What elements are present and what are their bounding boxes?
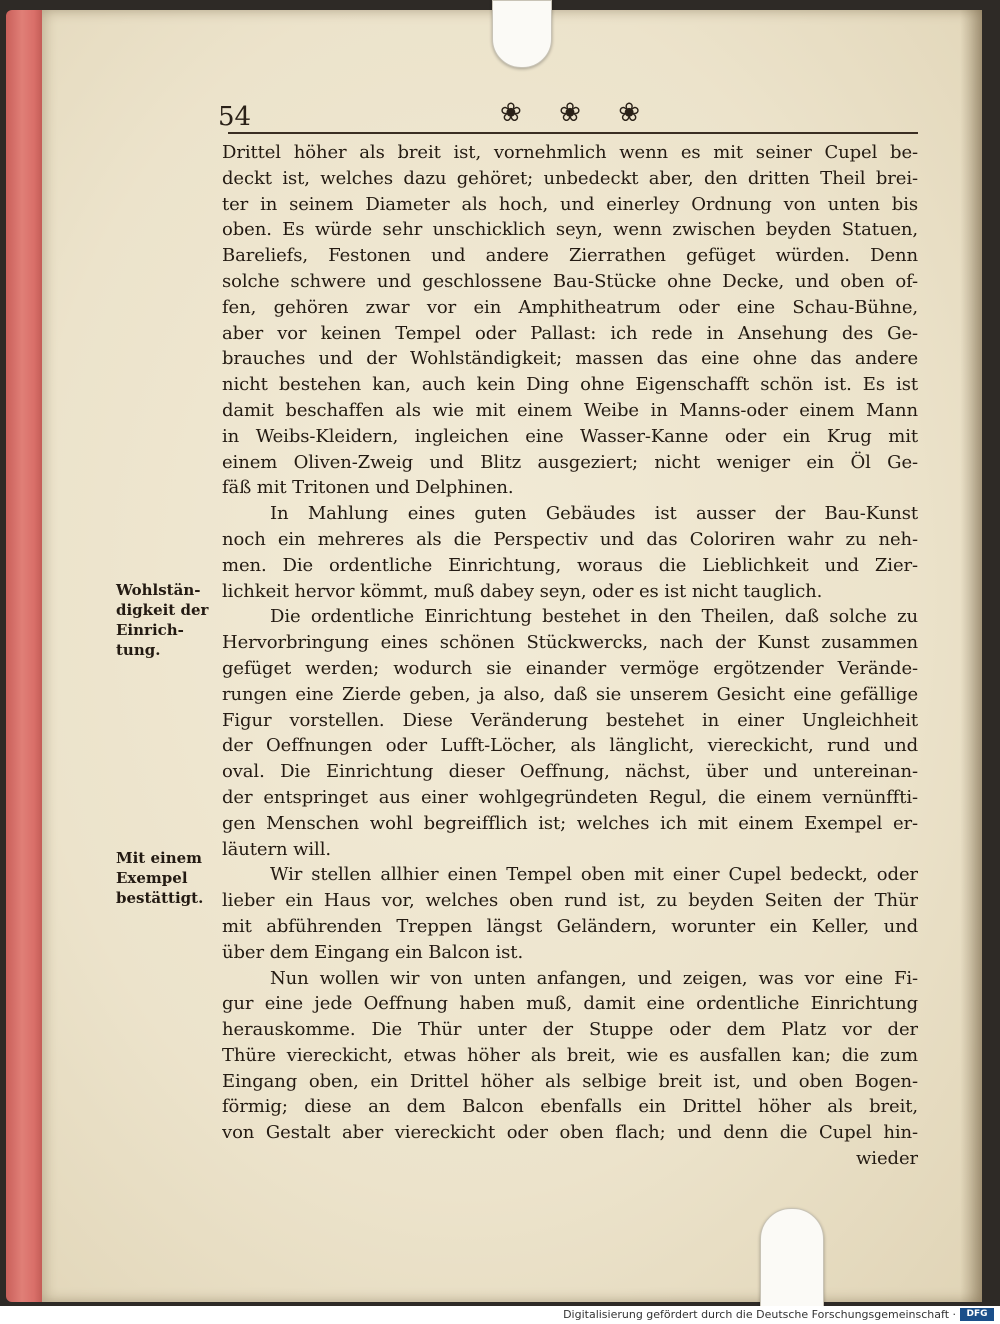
text-line: über dem Eingang ein Balcon ist. [222, 941, 524, 963]
text-line: rungen eine Zierde geben, ja also, daß sie unserem Gesicht eine gefällige [222, 683, 918, 705]
text-line: von Gestalt aber viereckicht oder oben flach; und denn die Cupel hin- [222, 1122, 918, 1144]
text-line: oben. Es würde sehr unschicklich seyn, wenn zwischen beyden Statuen, [222, 219, 918, 241]
text-line: brauches und der Wohlständigkeit; massen das eine ohne das andere [222, 348, 918, 370]
text-line: oval. Die Einrichtung dieser Oeffnung, nächst, über und untereinan- [222, 761, 918, 783]
page-clip-top [492, 0, 552, 68]
text-line: deckt ist, welches dazu gehöret; unbedeckt aber, den dritten Theil brei- [222, 167, 918, 189]
page-gutter-shadow [960, 10, 982, 1302]
text-line: damit beschaffen als wie mit einem Weibe in Manns-oder einem Mann [222, 399, 918, 421]
text-line: nicht bestehen kan, auch kein Ding ohne Eigenschafft schön ist. Es ist [222, 374, 918, 396]
text-line: gen Menschen wohl begreifflich ist; welches ich mit einem Exempel er- [222, 812, 918, 834]
margin-note: Wohlstän-digkeit der Einrich-tung. [116, 581, 209, 659]
text-line: Wir stellen allhier einen Tempel oben mit einer Cupel bedeckt, oder [270, 864, 918, 886]
text-line: men. Die ordentliche Einrichtung, woraus die Lieblichkeit und Zier- [222, 554, 918, 576]
margin-note: Mit einem Exempel bestättigt. [116, 849, 204, 907]
funding-credit: Digitalisierung gefördert durch die Deutsche Forschungsgemeinschaft · [563, 1308, 956, 1321]
text-line: fäß mit Tritonen und Delphinen. [222, 477, 514, 499]
body-text [222, 140, 918, 1172]
catchword: wieder [856, 1148, 918, 1170]
text-line: ter in seinem Diameter als hoch, und einerley Ordnung von unten bis [222, 193, 918, 215]
header-ornaments [500, 100, 640, 126]
page-number: 54 [218, 102, 252, 132]
text-line: aber vor keinen Tempel oder Pallast: ich rede in Ansehung des Ge- [222, 322, 918, 344]
text-line: herauskomme. Die Thür unter der Stuppe oder dem Platz vor der [222, 1019, 918, 1041]
text-line: lichkeit hervor kömmt, muß dabey seyn, oder es ist nicht tauglich. [222, 580, 823, 602]
text-line: Die ordentliche Einrichtung bestehet in den Theilen, daß solche zu [270, 606, 918, 628]
dfg-logo[interactable]: DFG [960, 1308, 994, 1321]
text-line: lieber ein Haus vor, welches oben rund ist, zu beyden Seiten der Thür [222, 890, 918, 912]
text-line: In Mahlung eines guten Gebäudes ist ausser der Bau-Kunst [270, 503, 918, 525]
text-line: gur eine jede Oeffnung haben muß, damit eine ordentliche Einrichtung [222, 993, 918, 1015]
ornament-icon: ❀ [559, 98, 581, 128]
text-line: noch ein mehreres als die Perspectiv und das Coloriren wahr zu neh- [222, 528, 918, 550]
ornament-icon: ❀ [500, 98, 522, 128]
text-line: Eingang oben, ein Drittel höher als selbige breit ist, und oben Bogen- [222, 1070, 918, 1092]
text-line: einem Oliven-Zweig und Blitz ausgeziert; nicht weniger ein Öl Ge- [222, 451, 918, 473]
text-line: förmig; diese an dem Balcon ebenfalls ein Drittel höher als breit, [222, 1096, 918, 1118]
text-line: Hervorbringung eines schönen Stückwercks, nach der Kunst zusammen [222, 632, 918, 654]
text-line: läutern will. [222, 838, 331, 860]
header-rule [228, 132, 918, 134]
page-clip-bottom [760, 1208, 824, 1306]
footer-bar [0, 1306, 1000, 1324]
text-line: fen, gehören zwar vor ein Amphitheatrum oder eine Schau-Bühne, [222, 296, 918, 318]
text-line: in Weibs-Kleidern, ingleichen eine Wasser-Kanne oder ein Krug mit [222, 425, 918, 447]
text-line: solche schwere und geschlossene Bau-Stücke ohne Decke, und oben of- [222, 270, 918, 292]
text-line: Figur vorstellen. Diese Veränderung bestehet in einer Ungleichheit [222, 709, 918, 731]
text-line: mit abführenden Treppen längst Geländern, worunter ein Keller, und [222, 915, 918, 937]
text-line: Drittel höher als breit ist, vornehmlich wenn es mit seiner Cupel be- [222, 142, 918, 163]
text-line: Thüre viereckicht, etwas höher als breit, wie es ausfallen kan; die zum [222, 1044, 918, 1066]
text-line: der Oeffnungen oder Lufft-Löcher, als länglicht, viereckicht, rund und [222, 735, 918, 757]
ornament-icon: ❀ [618, 98, 640, 128]
text-line: der entspringet aus einer wohlgegründeten Regul, die einem vernünffti- [222, 786, 918, 808]
text-line: gefüget werden; wodurch sie einander vermöge ergötzender Verände- [222, 657, 918, 679]
text-line: Bareliefs, Festonen und andere Zierrathen gefüget würden. Denn [222, 245, 918, 267]
text-line: Nun wollen wir von unten anfangen, und zeigen, was vor eine Fi- [270, 967, 918, 989]
book-edge [6, 10, 46, 1302]
